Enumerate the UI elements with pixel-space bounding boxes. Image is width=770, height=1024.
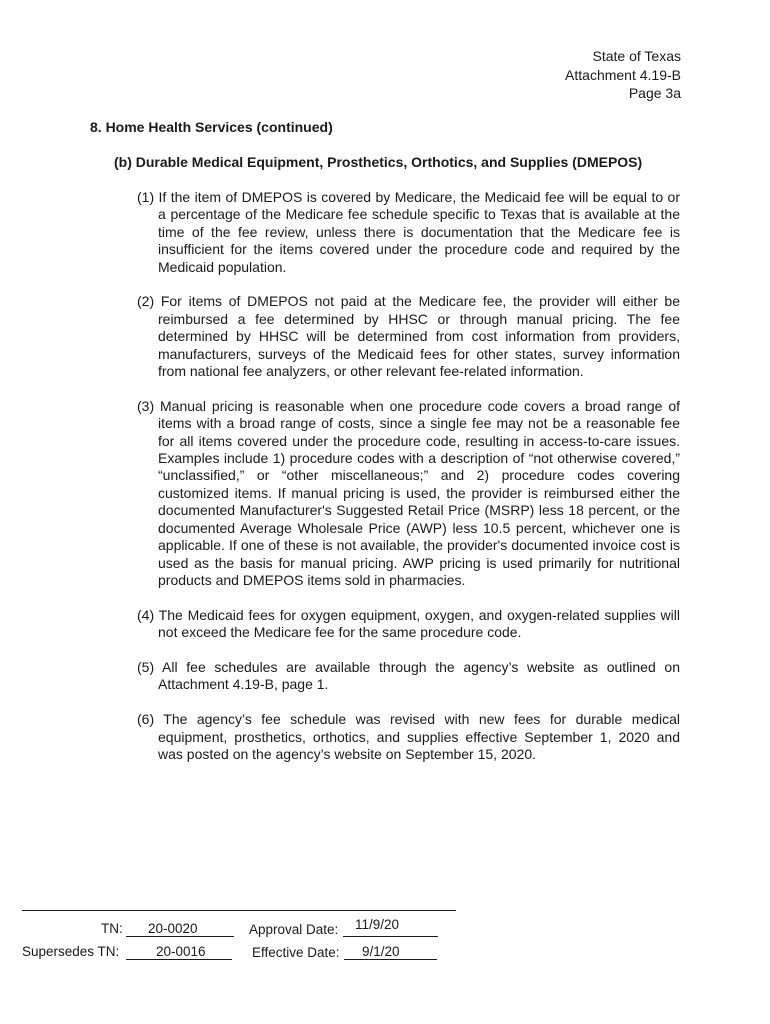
supersedes-tn-underline: [126, 959, 232, 960]
subsection-title: (b) Durable Medical Equipment, Prosthetics, Orthotics, and Supplies (DMEPOS): [114, 154, 643, 170]
header-page: Page 3a: [628, 85, 681, 101]
effective-date-underline: [344, 959, 437, 960]
tn-label: TN:: [101, 921, 123, 936]
tn-value: 20-0020: [148, 921, 198, 936]
list-item-1: (1) If the item of DMEPOS is covered by Medicare, the Medicaid fee will be equal to or a percentage of the Medicare fee schedule specific to Texas that is available at the time of the fee review, unless there is documentation that the Medicare fee is insufficient for the items covered under the procedure code and required by the Medicaid population.: [137, 189, 680, 275]
approval-date-underline: [343, 936, 438, 937]
tn-underline: [126, 936, 234, 937]
section-title: 8. Home Health Services (continued): [90, 119, 333, 135]
page-header: [565, 47, 681, 103]
effective-date-value: 9/1/20: [362, 944, 400, 959]
header-attachment: Attachment 4.19-B: [565, 66, 681, 83]
list-item-5: (5) All fee schedules are available through the agency’s website as outlined on Attachment 4.19-B, page 1.: [137, 658, 680, 693]
list-item-4: (4) The Medicaid fees for oxygen equipment, oxygen, and oxygen-related supplies will not exceed the Medicare fee for the same procedure code.: [137, 606, 680, 641]
header-state: State of Texas: [592, 48, 681, 64]
supersedes-tn-value: 20-0016: [156, 944, 206, 959]
approval-date-value: 11/9/20: [355, 917, 400, 932]
approval-date-label: Approval Date:: [249, 922, 339, 937]
supersedes-tn-label: Supersedes TN:: [22, 944, 120, 959]
footer-divider: [22, 910, 456, 911]
effective-date-label: Effective Date:: [252, 945, 340, 960]
item-list: [137, 189, 680, 781]
list-item-2: (2) For items of DMEPOS not paid at the Medicare fee, the provider will either be reimbursed a fee determined by HHSC or through manual pricing. The fee determined by HHSC will be determined from cost information from providers, manufacturers, surveys of the Medicaid fees for other states, survey information from national fee analyzers, or other relevant fee-related information.: [137, 293, 680, 380]
list-item-6: (6) The agency’s fee schedule was revised with new fees for durable medical equipment, prosthetics, orthotics, and supplies effective September 1, 2020 and was posted on the agency’s website on September 15, 2020.: [137, 711, 680, 762]
list-item-3: (3) Manual pricing is reasonable when one procedure code covers a broad range of items with a broad range of costs, since a single fee may not be a reasonable fee for all items covered under the procedure code, resulting in access-to-care issues. Examples include 1) procedure codes with a description of “not otherwise covered,” “unclassified,” or “other miscellaneous;” and 2) procedure codes covering customized items. If manual pricing is used, the provider is reimbursed either the documented Manufacturer's Suggested Retail Price (MSRP) less 18 percent, or the documented Average Wholesale Price (AWP) less 10.5 percent, whichever one is applicable. If one of these is not available, the provider's documented invoice cost is used as the basis for manual pricing. AWP pricing is used primarily for nutritional products and DMEPOS items sold in pharmacies.: [137, 397, 680, 588]
